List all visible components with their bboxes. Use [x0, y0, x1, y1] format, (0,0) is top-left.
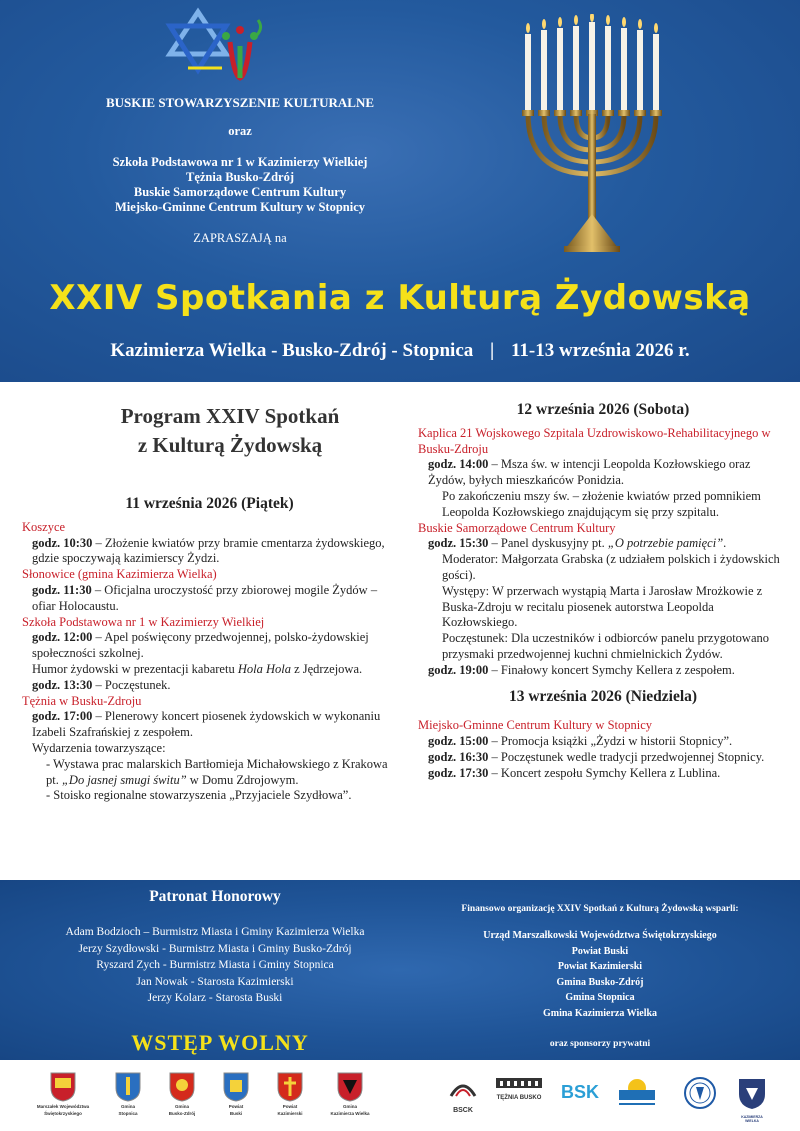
program-entry — [22, 536, 397, 568]
venue-name: Słonowice (gmina Kazimierza Wielka) — [22, 567, 217, 582]
coat-label: Buski — [229, 1111, 243, 1116]
event-text: – Oficjalna uroczystość przy zbiorowej mogile Żydów – ofiar Holocaustu. — [32, 582, 378, 613]
footer-banner — [0, 880, 800, 1060]
coat-label: Powiat — [228, 1104, 244, 1109]
patron-name: Jerzy Szydłowski - Burmistrz Miasta i Gminy Busko-Zdrój — [78, 942, 352, 955]
program-note: Poczęstunek: Dla uczestników i odbiorców panelu przygotowano przysmaki przedwojennej kuchni chmielnickich Żydów. — [442, 631, 769, 661]
coat-label: Świętokrzyskiego — [44, 1111, 82, 1116]
sponsor-name: Gmina Kazimierza Wielka — [542, 1007, 658, 1019]
badge-label: KAZIMIERZA WIELKA — [741, 1115, 763, 1123]
coat-of-arms — [260, 1072, 320, 1116]
honorary-patronage — [20, 888, 410, 1007]
shield-icon — [50, 1072, 76, 1102]
sponsor-name: Gmina Stopnica — [565, 992, 635, 1003]
separator: | — [490, 340, 495, 361]
event-text: – Poczęstunek wedle tradycji przedwojennej Stopnicy. — [488, 749, 765, 764]
event-location-dates — [0, 340, 800, 362]
coat-of-arms — [152, 1072, 212, 1116]
event-text: – Promocja książki „Żydzi w historii Stopnicy”. — [488, 734, 733, 749]
event-time: godz. 16:30 — [428, 749, 489, 764]
event-text: – Koncert zespołu Symchy Kellera z Lublina. — [488, 765, 721, 780]
event-dates: 11-13 września 2026 r. — [510, 340, 690, 361]
program-entry — [418, 536, 788, 552]
event-time: godz. 10:30 — [32, 535, 93, 550]
coat-of-arms — [98, 1072, 158, 1116]
venue-name: Tężnia w Busku-Zdroju — [22, 693, 142, 708]
program-entry — [22, 678, 397, 694]
note-text: - Wystawa prac malarskich Bartłomieja Michałowskiego z Krakowa pt. — [46, 756, 388, 787]
program-note — [22, 757, 397, 789]
patron-name: Jan Nowak - Starosta Kazimierski — [136, 975, 294, 988]
day1-program — [22, 496, 397, 804]
patron-name: Jerzy Kolarz - Starosta Buski — [147, 992, 283, 1005]
coat-label: Marszałek Województwa — [36, 1104, 90, 1109]
program-entry — [22, 709, 397, 741]
coat-label: Powiat — [282, 1104, 298, 1109]
menorah-icon — [510, 14, 670, 254]
program-title-line: z Kulturą Żydowską — [137, 433, 323, 457]
coat-of-arms — [33, 1072, 93, 1116]
shield-icon — [277, 1072, 303, 1102]
kazimierza-wielka-badge — [734, 1076, 770, 1123]
patronage-title: Patronat Honorowy — [149, 888, 281, 905]
bsck-logo — [446, 1076, 480, 1114]
patron-name: Adam Bodzioch – Burmistrz Miasta i Gminy Kazimierza Wielka — [65, 926, 365, 938]
program-title — [60, 402, 400, 460]
event-time: godz. 13:30 — [32, 677, 93, 692]
note-text: Humor żydowski w prezentacji kabaretu — [32, 661, 238, 676]
event-title: XXIV Spotkania z Kulturą Żydowską — [49, 278, 751, 318]
day-heading: 12 września 2026 (Sobota) — [516, 401, 690, 418]
program-note — [22, 662, 397, 678]
sponsors — [420, 904, 780, 1049]
program-note: - Stoisko regionalne stowarzyszenia „Przyjaciele Szydłowa”. — [46, 788, 352, 803]
event-text: – Apel poświęcony przedwojennej, polsko-żydowskiej społeczności szkolnej. — [32, 630, 369, 661]
program-note: Po zakończeniu mszy św. – złożenie kwiatów przed pomnikiem Leopolda Kozłowskiego znajdującym się przy szpitalu. — [442, 488, 761, 519]
shield-icon — [223, 1072, 249, 1102]
sponsor-name: Powiat Kazimierski — [557, 961, 643, 972]
event-text: – Złożenie kwiatów przy bramie cmentarza żydowskiego, gdzie spoczywają kazimierscy Żydzi. — [32, 535, 385, 566]
program-entry — [418, 734, 788, 750]
ring-logo — [614, 1076, 660, 1115]
venue-name: Miejsko-Gminne Centrum Kultury w Stopnicy — [418, 718, 653, 733]
event-text: – Panel dyskusyjny pt. — [488, 536, 608, 551]
coat-label: Kazimierza Wielka — [330, 1111, 370, 1116]
partner-name: Buskie Samorządowe Centrum Kultury — [133, 185, 347, 199]
event-text: – Msza św. w intencji Leopolda Kozłowskiego oraz Żydów, byłych mieszkańców Ponidzia. — [428, 457, 751, 488]
day-heading: 13 września 2026 (Niedziela) — [508, 687, 698, 705]
program-entry — [418, 663, 788, 679]
sun-logo-icon — [448, 1076, 478, 1102]
sun-badge-icon — [615, 1076, 659, 1110]
sponsor-name: Gmina Busko-Zdrój — [556, 976, 644, 988]
event-text: . — [723, 536, 727, 551]
note-text: w Domu Zdrojowym. — [186, 772, 299, 787]
day-heading: 11 września 2026 (Piątek) — [125, 495, 294, 512]
shield-icon — [115, 1072, 141, 1102]
bsk-logo — [558, 1076, 602, 1103]
event-time: godz. 11:30 — [32, 582, 92, 597]
event-text: – Plenerowy koncert piosenek żydowskich w wykonaniu Izabeli Szafrańskiej z zespołem. — [32, 709, 381, 740]
program-entry — [22, 583, 397, 615]
event-text: – Poczęstunek. — [92, 677, 171, 692]
bsck-label: BSCK — [453, 1107, 473, 1114]
teznia-label: TĘŻNIA BUSKO — [496, 1095, 542, 1101]
shield-icon — [337, 1072, 363, 1102]
patron-name: Ryszard Zych - Burmistrz Miasta i Gminy Stopnica — [96, 959, 334, 972]
event-time: godz. 15:30 — [428, 536, 489, 551]
badge-icon — [737, 1076, 767, 1110]
program-note: Moderator: Małgorzata Grabska (z udziałem polskich i żydowskich gości). — [442, 552, 780, 582]
seal-icon — [683, 1076, 717, 1110]
logo-strip — [0, 1062, 800, 1131]
event-text: – Finałowy koncert Symchy Kellera z zespołem. — [488, 662, 735, 677]
coat-label: Gmina — [342, 1104, 357, 1109]
and-text: oraz — [228, 124, 252, 138]
partner-name: Szkoła Podstawowa nr 1 w Kazimierzy Wielkiej — [112, 155, 368, 169]
header-banner — [0, 0, 800, 382]
shield-icon — [169, 1072, 195, 1102]
sponsors-heading: Finansowo organizację XXIV Spotkań z Kulturą Żydowską wsparli: — [461, 904, 739, 914]
society-logo-icon — [160, 6, 270, 86]
sponsor-name: Powiat Buski — [571, 945, 629, 957]
coat-label: Gmina — [174, 1104, 189, 1109]
event-time: godz. 12:00 — [32, 630, 93, 645]
cabaret-name: Hola Hola — [237, 661, 291, 676]
coat-of-arms — [206, 1072, 266, 1116]
event-time: godz. 15:00 — [428, 734, 489, 749]
coat-label: Gmina — [120, 1104, 135, 1109]
coat-label: Busko-Zdrój — [168, 1111, 196, 1116]
program-entry — [22, 630, 397, 662]
program-note: Występy: W przerwach wystąpią Marta i Jarosław Mrożkowie z Buska-Zdroju w recitalu piosenek autorstwa Leopolda Kozłowskiego. — [442, 583, 763, 630]
program-title-line: Program XXIV Spotkań — [120, 404, 340, 428]
venue-name: Szkoła Podstawowa nr 1 w Kazimierzy Wielkiej — [22, 614, 265, 629]
teznia-logo — [490, 1076, 548, 1101]
program-note: Wydarzenia towarzyszące: — [32, 740, 166, 755]
panel-title: „O potrzebie pamięci” — [607, 536, 724, 551]
sponsor-name: Urząd Marszałkowski Województwa Świętokrzyskiego — [483, 930, 717, 941]
venue-name: Buskie Samorządowe Centrum Kultury — [418, 520, 616, 535]
coat-label: Kazimierski — [277, 1111, 303, 1116]
coat-of-arms — [320, 1072, 380, 1116]
exhibition-title: „Do jasnej smugi świtu” — [61, 772, 187, 787]
program-entry — [418, 457, 788, 489]
venue-name: Kaplica 21 Wojskowego Szpitala Uzdrowiskowo-Rehabilitacyjnego w Busku-Zdroju — [418, 425, 771, 456]
event-time: godz. 17:00 — [32, 709, 93, 724]
event-time: godz. 14:00 — [428, 457, 489, 472]
venue-name: Koszyce — [22, 519, 66, 534]
event-time: godz. 17:30 — [428, 765, 489, 780]
program-entry — [418, 750, 788, 766]
partner-name: Miejsko-Gminne Centrum Kultury w Stopnicy — [115, 200, 365, 214]
event-places: Kazimierza Wielka - Busko-Zdrój - Stopnica — [110, 340, 474, 361]
coat-label: Stopnica — [118, 1111, 138, 1116]
invite-text: ZAPRASZAJĄ na — [193, 231, 287, 245]
organizers — [40, 95, 440, 246]
event-time: godz. 19:00 — [428, 662, 489, 677]
private-sponsors: oraz sponsorzy prywatni — [549, 1039, 651, 1049]
round-seal-logo — [682, 1076, 718, 1115]
bsk-label: BSK — [560, 1082, 599, 1102]
program-entry — [418, 766, 788, 782]
partner-name: Tężnia Busko-Zdrój — [185, 170, 294, 184]
free-entry: WSTĘP WOLNY — [131, 1030, 309, 1055]
day2-day3-program — [418, 402, 788, 782]
note-text: z Jędrzejowa. — [290, 661, 363, 676]
building-icon — [494, 1076, 544, 1090]
main-organizer: BUSKIE STOWARZYSZENIE KULTURALNE — [105, 95, 375, 110]
